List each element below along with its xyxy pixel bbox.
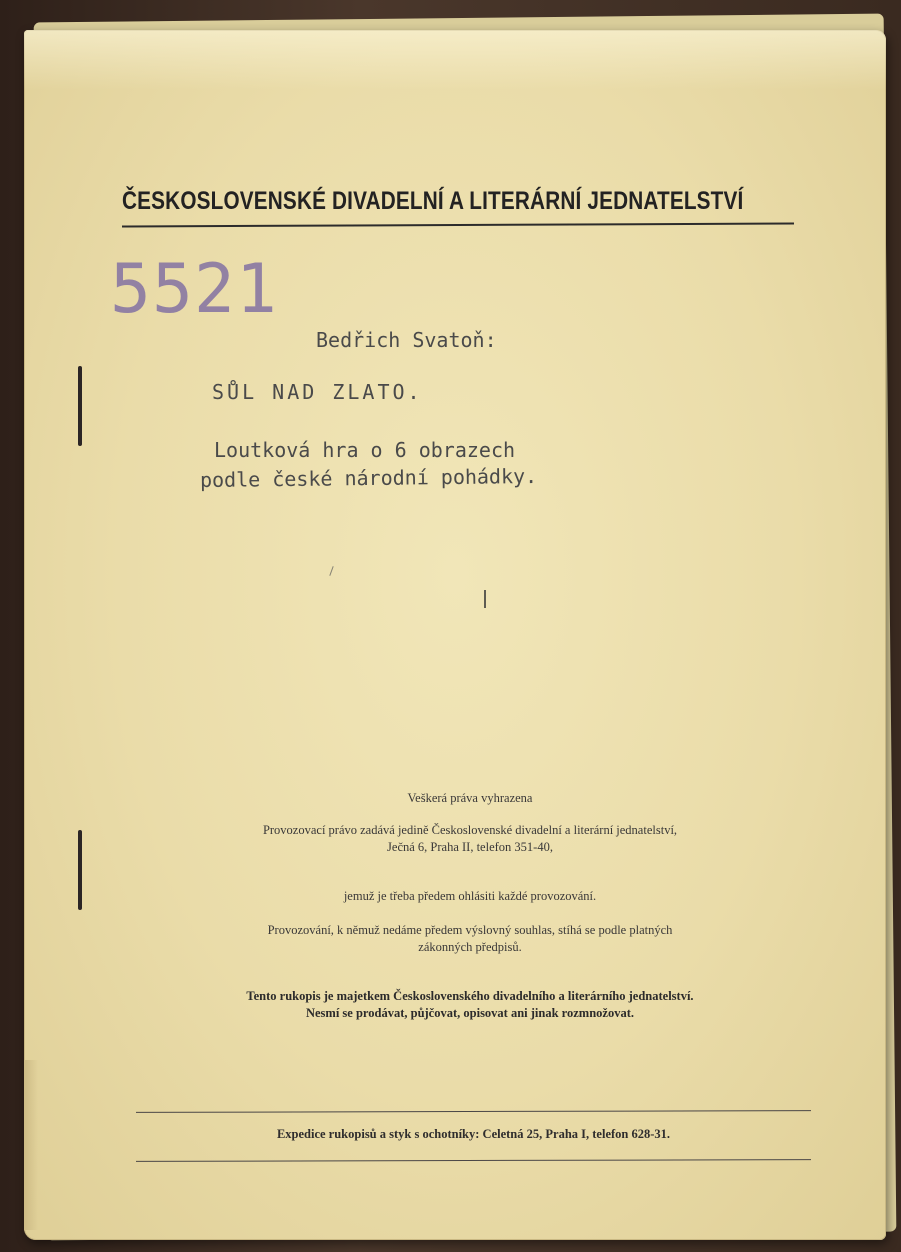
footer-divider-top — [136, 1110, 811, 1113]
document-cover-page — [24, 30, 886, 1240]
play-title: SŮL NAD ZLATO. — [212, 380, 423, 404]
binding-stitch-top — [78, 366, 82, 446]
ownership-line-2: Nesmí se prodávat, půjčovat, opisovat ani jinak rozmnožovat. — [305, 1006, 634, 1020]
performance-rights-notice — [120, 822, 820, 856]
ownership-notice — [120, 988, 820, 1022]
author-name: Bedřich Svatoň: — [316, 328, 497, 352]
binding-stitch-bottom — [78, 830, 82, 910]
expedition-contact: Expedice rukopisů a styk s ochotníky: Celetná 25, Praha I, telefon 628-31. — [276, 1127, 671, 1141]
worn-edge — [24, 1060, 38, 1230]
subtitle-line-1: Loutková hra o 6 obrazech — [214, 438, 516, 462]
subtitle-line-2: podle české národní pohádky. — [199, 463, 538, 493]
publisher-header: ČESKOSLOVENSKÉ DIVADELNÍ A LITERÁRNÍ JEDNATELSTVÍ — [122, 187, 744, 215]
header-divider — [122, 223, 794, 228]
unauthorized-line-2: zákonných předpisů. — [418, 940, 522, 954]
footer-divider-bottom — [136, 1159, 811, 1162]
performance-announcement-notice: jemuž je třeba předem ohlásiti každé provozování. — [343, 889, 597, 903]
performance-rights-line-2: Ječná 6, Praha II, telefon 351-40, — [387, 840, 553, 854]
performance-rights-line-1: Provozovací právo zadává jedině Československé divadelní a literární jednatelství, — [262, 823, 678, 837]
ownership-line-1: Tento rukopis je majetkem Československého divadelního a literárního jednatelství. — [246, 989, 694, 1003]
unauthorized-line-1: Provozování, k němuž nedáme předem výslovný souhlas, stíhá se podle platných — [267, 923, 673, 937]
unauthorized-performance-notice — [120, 922, 820, 956]
rights-reserved-notice: Veškerá práva vyhrazena — [407, 791, 533, 805]
catalog-stamp-number: 5521 — [110, 250, 278, 329]
pen-mark-small — [329, 566, 333, 576]
pen-mark — [484, 590, 486, 608]
